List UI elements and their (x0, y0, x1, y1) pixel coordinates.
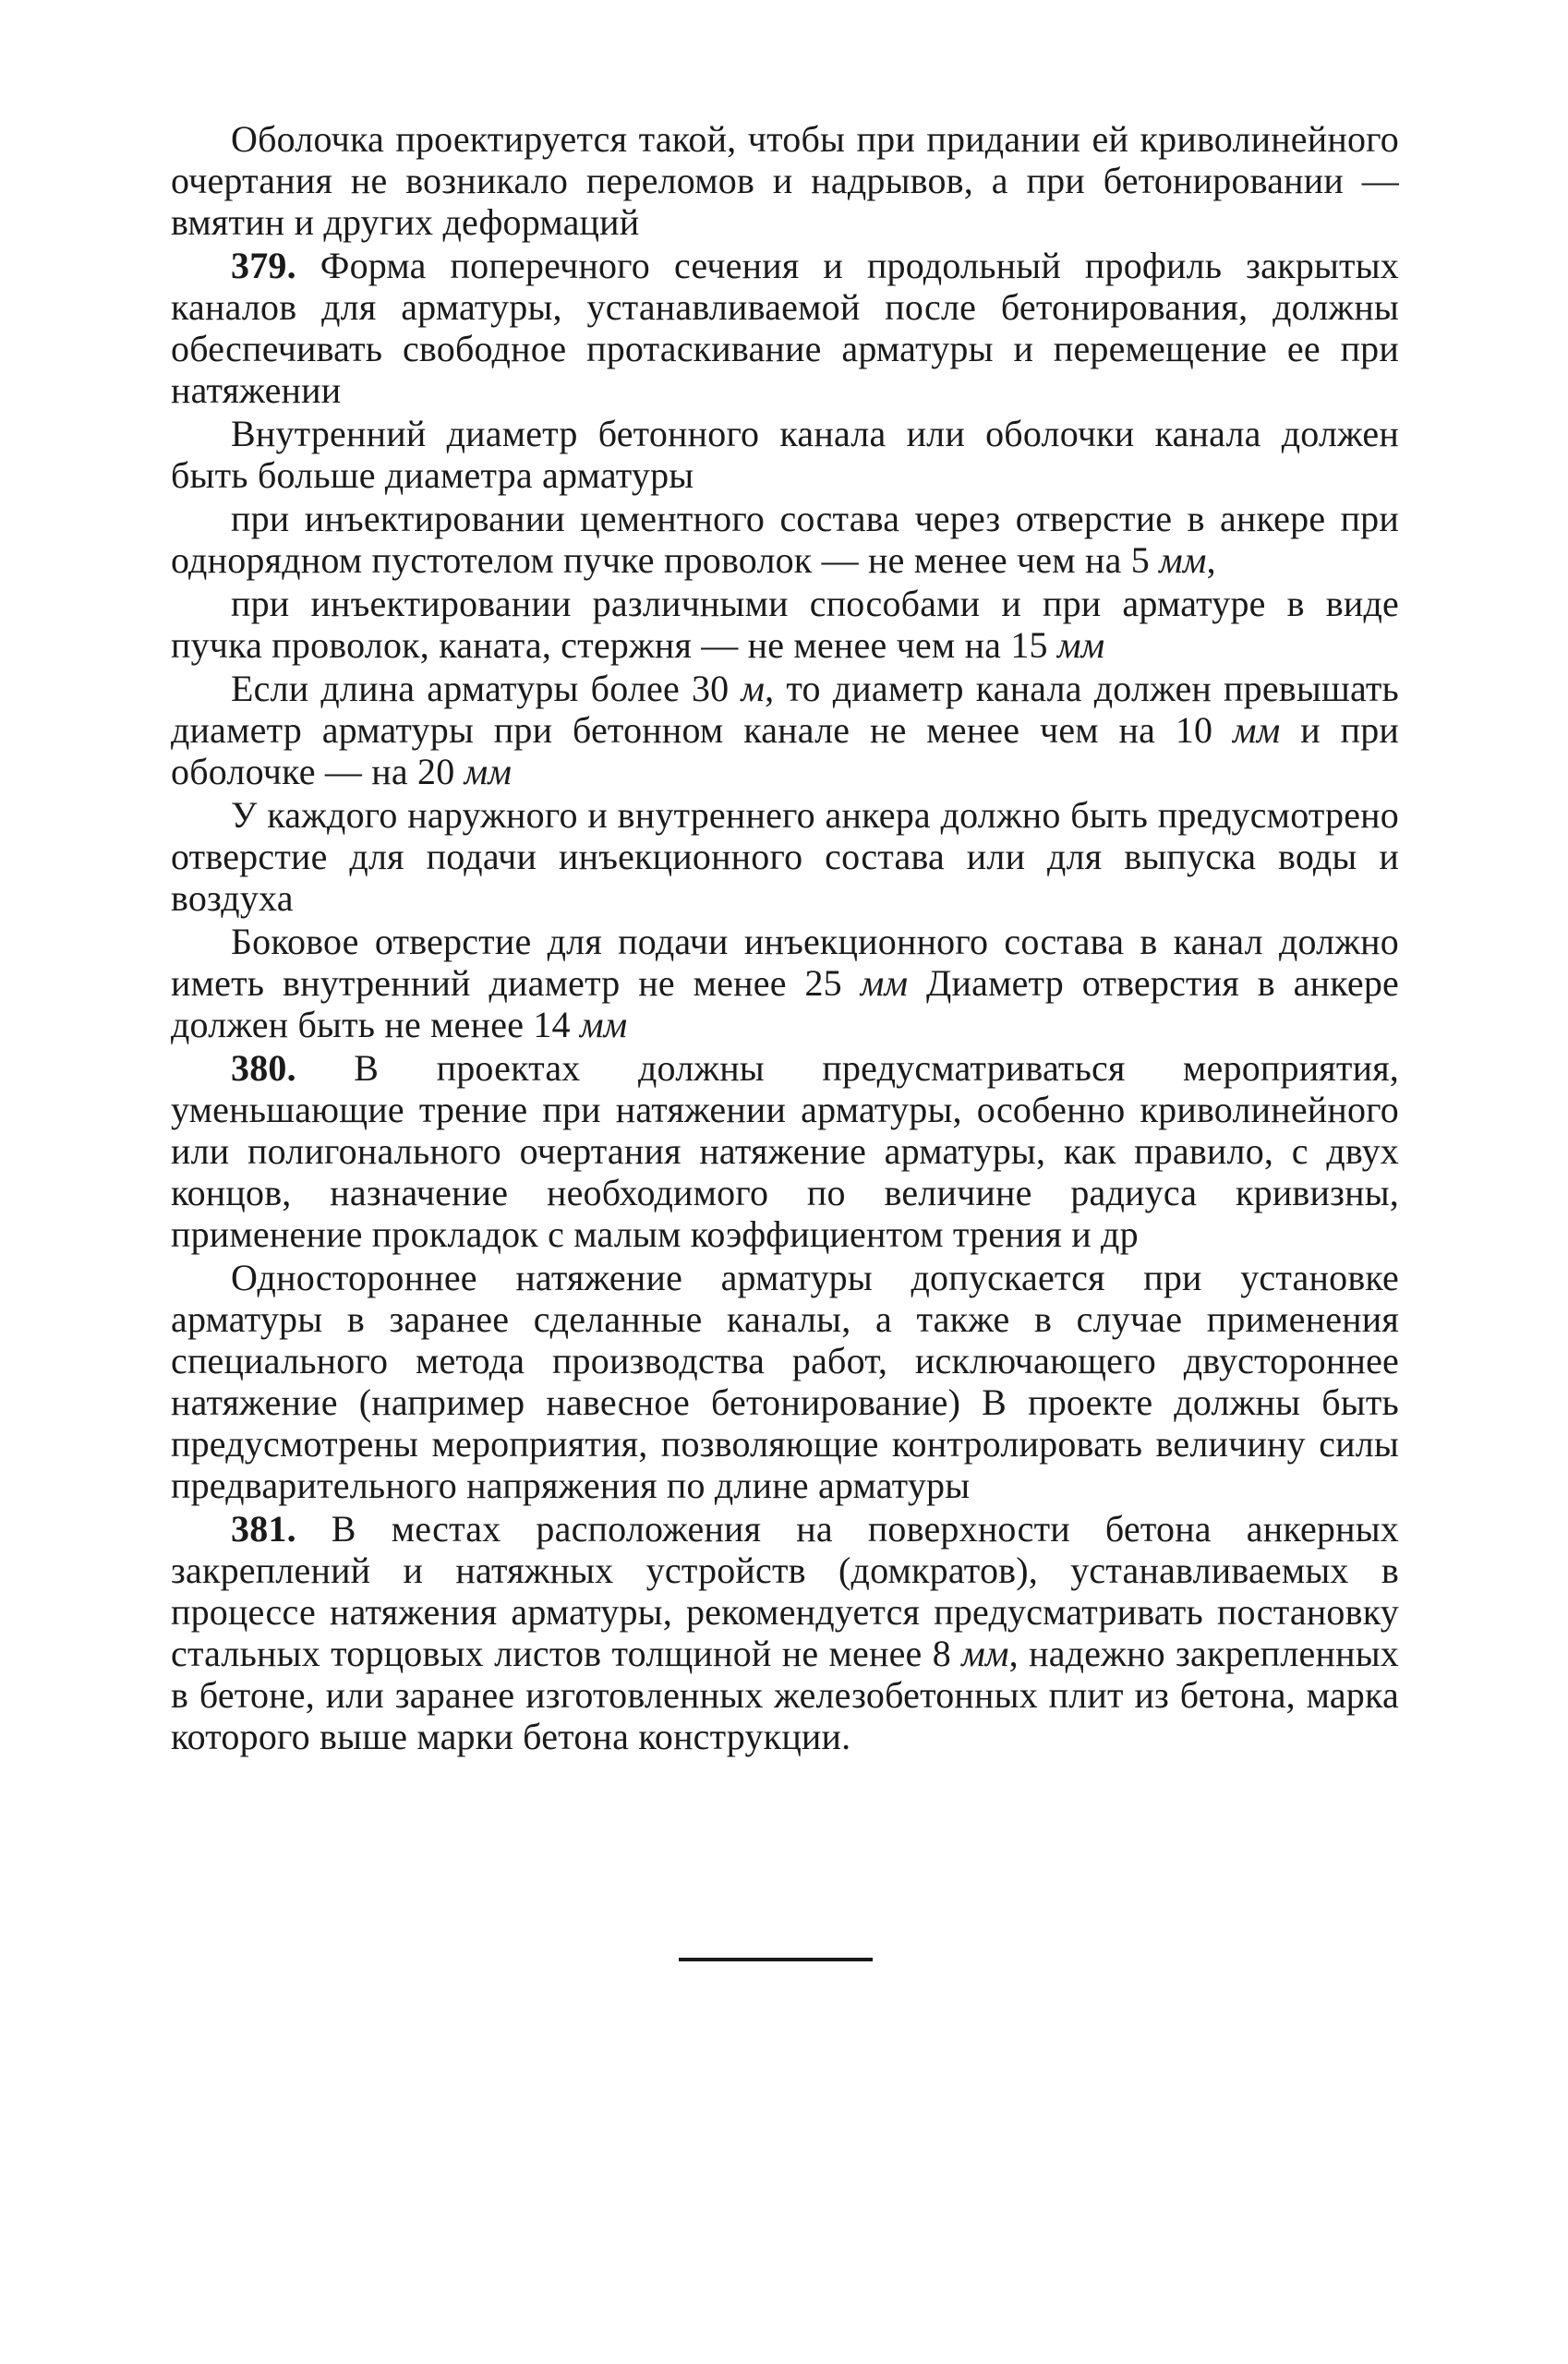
paragraph-text: В проектах должны предусматриваться мероприятия, уменьшающие трение при натяжении арматуры, особенно криволинейного или полигонального очертания натяжение арматуры, как правило, с двух концов, назначение необходимого по величине радиуса кривизны, применение прокладок с малым коэффициентом трения и др (171, 1047, 1399, 1255)
paragraph-text: Форма поперечного сечения и продольный профиль закрытых каналов для арматуры, устанавливаемой после бетонирования, должны обеспечивать свободное протаскивание арматуры и перемещение ее при натяжении (171, 245, 1399, 411)
clause-number: 380. (231, 1047, 296, 1089)
paragraph-text: Оболочка проектируется такой, чтобы при придании ей криволинейного очертания не возникало переломов и надрывов, а при бетонировании — вмятин и других деформаций (171, 118, 1399, 243)
unit-mm: мм (464, 751, 513, 792)
paragraph-inner-diameter (171, 413, 1399, 496)
paragraph-text: У каждого наружного и внутреннего анкера должно быть предусмотрено отверстие для подачи инъекционного состава или для выпуска воды и воздуха (171, 794, 1399, 919)
paragraph-text: Диаметр отверстия в анкере должен быть не менее 14 (171, 962, 1399, 1045)
unit-m: м (741, 668, 766, 709)
paragraph-text: Внутренний диаметр бетонного канала или оболочки канала должен быть больше диаметра арматуры (171, 413, 1399, 496)
paragraph-shell-design (171, 118, 1399, 243)
paragraph-one-sided-tension (171, 1257, 1399, 1506)
clause-number: 379. (231, 245, 296, 286)
paragraph-injection-various (171, 583, 1399, 666)
paragraph-injection-anchor (171, 498, 1399, 581)
paragraph-text: Одностороннее натяжение арматуры допускается при установке арматуры в заранее сделанные каналы, а также в случае применения специального метода производства работ, исключающего двустороннее натяжение (например навесное бетонирование) В проекте должны быть предусмотрены мероприятия, позволяющие контролировать величину силы предварительного напряжения по длине арматуры (171, 1257, 1399, 1506)
unit-mm: мм (1159, 539, 1207, 581)
unit-mm: мм (961, 1633, 1009, 1674)
paragraph-text: Если длина арматуры более 30 (231, 668, 742, 709)
paragraph-text: , (1206, 539, 1216, 581)
unit-mm: мм (1056, 624, 1105, 666)
document-page (171, 118, 1399, 1759)
paragraph-text: , то диаметр канала должен превышать диаметр арматуры при бетонном канале не менее чем на 10 (171, 668, 1400, 751)
paragraph-length-over-30m (171, 668, 1399, 792)
unit-mm: мм (579, 1004, 628, 1045)
end-divider-rule (679, 1958, 873, 1961)
paragraph-text: и при оболочке — на 20 (171, 709, 1400, 792)
unit-mm: мм (860, 962, 909, 1004)
paragraph-text: при инъектировании различными способами и при арматуре в виде пучка проволок, каната, стержня — не менее чем на 15 (171, 583, 1399, 666)
clause-380 (171, 1047, 1399, 1255)
paragraph-text: при инъектировании цементного состава через отверстие в анкере при однорядном пустотелом пучке проволок — не менее чем на 5 (171, 498, 1399, 581)
clause-381 (171, 1508, 1399, 1757)
clause-379 (171, 245, 1399, 411)
paragraph-text: , надежно закрепленных в бетоне, или заранее изготовленных железобетонных плит из бетона, марка которого выше марки бетона конструкции. (171, 1633, 1399, 1757)
clause-number: 381. (231, 1508, 296, 1550)
paragraph-text: В местах расположения на поверхности бетона анкерных закреплений и натяжных устройств (домкратов), устанавливаемых в процессе натяжения арматуры, рекомендуется предусматривать постановку стальных торцовых листов толщиной не менее 8 (171, 1508, 1399, 1674)
unit-mm: мм (1233, 709, 1281, 751)
paragraph-text: Боковое отверстие для подачи инъекционного состава в канал должно иметь внутренний диаметр не менее 25 (171, 921, 1399, 1004)
paragraph-side-opening (171, 921, 1399, 1045)
paragraph-anchor-opening (171, 794, 1399, 919)
